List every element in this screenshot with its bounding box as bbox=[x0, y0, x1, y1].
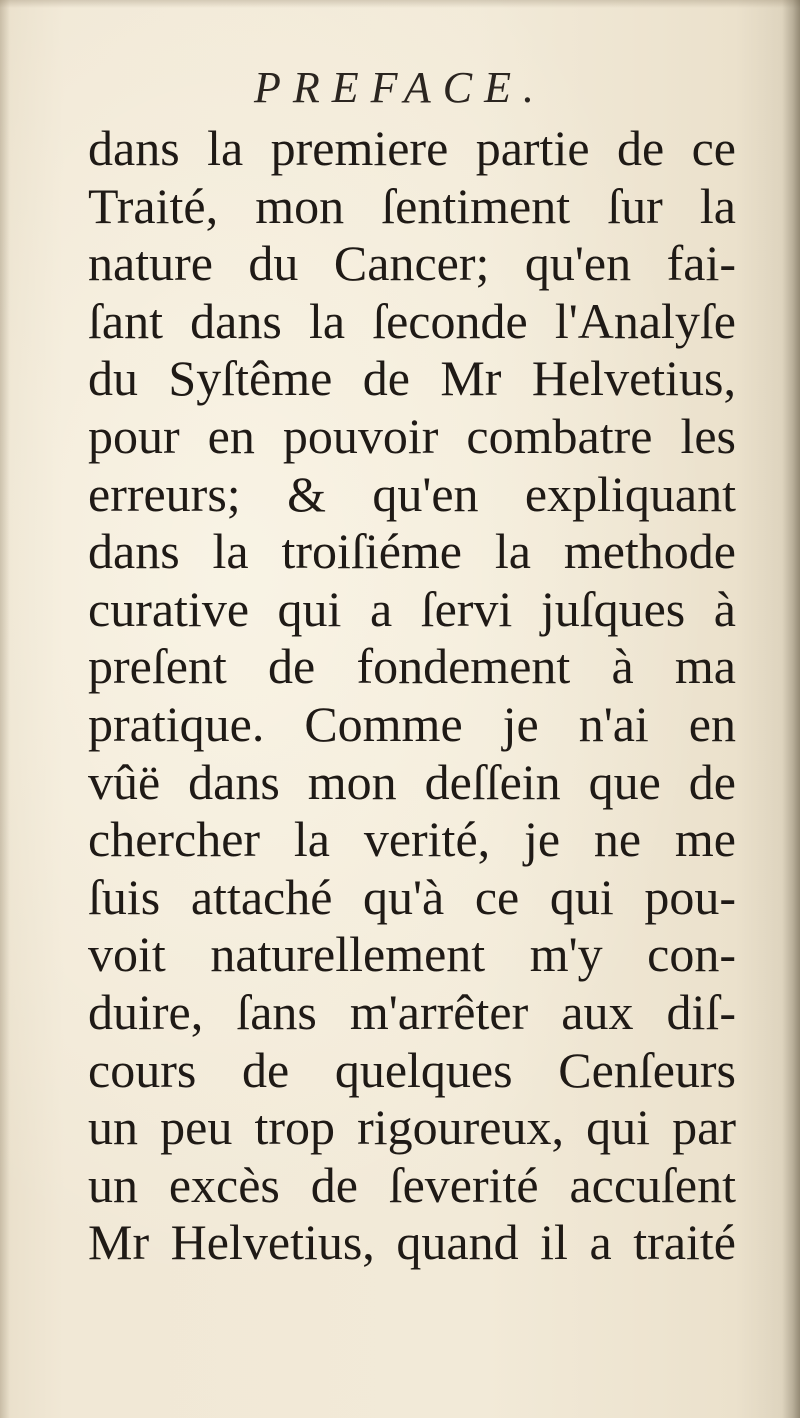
text-line: nature du Cancer; qu'en fai- bbox=[88, 235, 736, 292]
text-line: duire, ſans m'arrêter aux diſ- bbox=[88, 983, 736, 1040]
text-line: dans la troiſiéme la methode bbox=[88, 523, 736, 580]
text-line: voit naturellement m'y con- bbox=[88, 926, 736, 983]
text-line: un excès de ſeverité accuſent bbox=[88, 1156, 736, 1213]
text-line: Traité, mon ſentiment ſur la bbox=[88, 177, 736, 234]
text-line: pour en pouvoir combatre les bbox=[88, 407, 736, 464]
body-text bbox=[88, 120, 736, 1272]
running-head: PREFACE. bbox=[254, 63, 546, 112]
page-edge-shadow-top bbox=[0, 0, 800, 8]
text-line: pratique. Comme je n'ai en bbox=[88, 695, 736, 752]
text-line: ſuis attaché qu'à ce qui pou- bbox=[88, 868, 736, 925]
text-line: erreurs; & qu'en expliquant bbox=[88, 465, 736, 522]
page-edge-shadow-left bbox=[0, 0, 10, 1418]
text-line: curative qui a ſervi juſques à bbox=[88, 580, 736, 637]
text-line: cours de quelques Cenſeurs bbox=[88, 1041, 736, 1098]
text-line: un peu trop rigoureux, qui par bbox=[88, 1099, 736, 1156]
text-line: ſant dans la ſeconde l'Analyſe bbox=[88, 292, 736, 349]
text-line: chercher la verité, je ne me bbox=[88, 811, 736, 868]
page-edge-shadow-right bbox=[782, 0, 800, 1418]
text-line: vûë dans mon deſſein que de bbox=[88, 753, 736, 810]
text-line: dans la premiere partie de ce bbox=[88, 120, 736, 176]
text-line: du Syſtême de Mr Helvetius, bbox=[88, 350, 736, 407]
text-line: Mr Helvetius, quand il a traité bbox=[88, 1214, 736, 1271]
text-line: preſent de fondement à ma bbox=[88, 638, 736, 695]
